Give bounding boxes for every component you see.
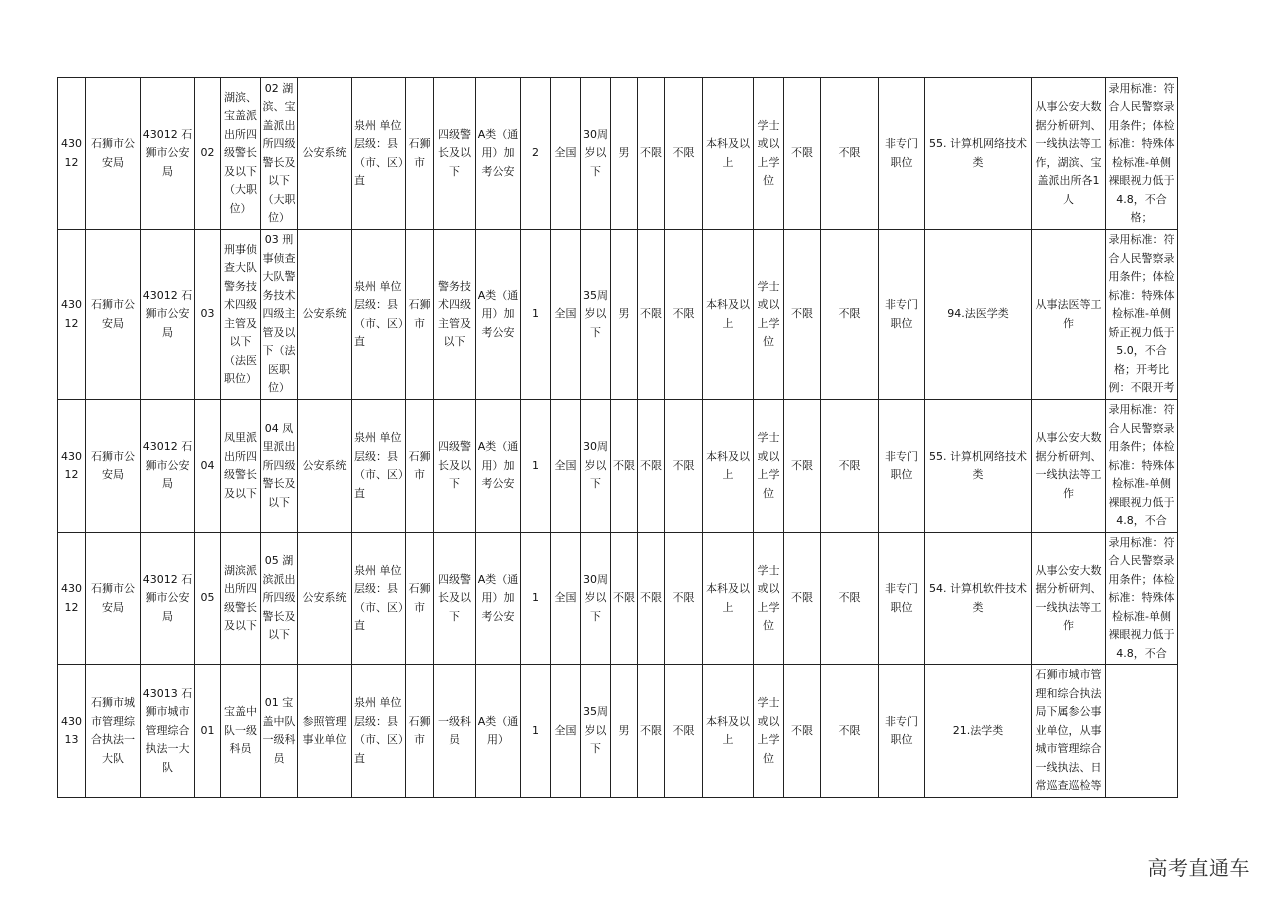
table-cell: 43012 石狮市公安局 xyxy=(141,533,195,665)
table-cell: 不限 xyxy=(638,665,665,798)
table-row xyxy=(58,230,1178,400)
table-cell: 不限 xyxy=(611,533,638,665)
table-cell: 43012 xyxy=(58,533,86,665)
table-cell: 35周岁以下 xyxy=(581,665,611,798)
table-cell: 石狮市公安局 xyxy=(86,230,141,400)
table-cell: 从事法医等工作 xyxy=(1032,230,1106,400)
table-cell: 公安系统 xyxy=(298,230,352,400)
table-cell: 55. 计算机网络技术类 xyxy=(925,400,1032,533)
table-cell: 30周岁以下 xyxy=(581,533,611,665)
table-cell: 非专门职位 xyxy=(879,78,925,230)
table-cell: 泉州 单位层级：县（市、区）直 xyxy=(352,400,406,533)
table-cell: 本科及以上 xyxy=(703,665,754,798)
table-cell: 石狮市公安局 xyxy=(86,533,141,665)
table-row xyxy=(58,533,1178,665)
table-cell: 不限 xyxy=(611,400,638,533)
watermark: 高考直通车 xyxy=(1147,856,1250,880)
table-cell: 录用标准：符合人民警察录用条件；体检标准：特殊体检标准-单侧裸眼视力低于4.8，不合 xyxy=(1106,533,1178,665)
table-cell: 录用标准：符合人民警察录用条件；体检标准：特殊体检标准-单侧裸眼视力低于4.8，不合格； xyxy=(1106,78,1178,230)
table-cell: 43012 xyxy=(58,78,86,230)
table-cell: A类（通用）加考公安 xyxy=(476,400,521,533)
table-cell: 石狮市城市管理和综合执法局下属参公事业单位，从事城市管理综合一线执法、日常巡查巡检等 xyxy=(1032,665,1106,798)
table-cell: 公安系统 xyxy=(298,400,352,533)
table-cell: 男 xyxy=(611,78,638,230)
table-cell: 94.法医学类 xyxy=(925,230,1032,400)
table-cell: 30周岁以下 xyxy=(581,400,611,533)
table-cell: 不限 xyxy=(638,230,665,400)
table-cell: 非专门职位 xyxy=(879,230,925,400)
table-cell: 全国 xyxy=(551,230,581,400)
table-cell: 01 宝盖中队一级科员 xyxy=(261,665,298,798)
table-cell: 05 湖滨派出所四级警长及以下 xyxy=(261,533,298,665)
table-cell: 不限 xyxy=(638,400,665,533)
table-cell: A类（通用）加考公安 xyxy=(476,230,521,400)
table-cell: 04 xyxy=(195,400,221,533)
table-cell: 湖滨、宝盖派出所四级警长及以下（大职位） xyxy=(221,78,261,230)
table-cell: 43012 xyxy=(58,230,86,400)
table-cell: 本科及以上 xyxy=(703,533,754,665)
table-cell: 从事公安大数据分析研判、一线执法等工作，湖滨、宝盖派出所各1人 xyxy=(1032,78,1106,230)
table-cell: 全国 xyxy=(551,400,581,533)
table-cell: 不限 xyxy=(665,400,703,533)
table-cell: 不限 xyxy=(784,78,821,230)
table-cell: 全国 xyxy=(551,665,581,798)
table-cell: 不限 xyxy=(821,230,879,400)
table-cell: 不限 xyxy=(665,78,703,230)
table-cell: 43012 石狮市公安局 xyxy=(141,78,195,230)
table-cell: 刑事侦查大队警务技术四级主管及以下（法医职位） xyxy=(221,230,261,400)
table-cell: 公安系统 xyxy=(298,533,352,665)
table-cell: 学士或以上学位 xyxy=(754,230,784,400)
table-cell: 从事公安大数据分析研判、一线执法等工作 xyxy=(1032,400,1106,533)
table-cell: 本科及以上 xyxy=(703,400,754,533)
table-cell: 男 xyxy=(611,665,638,798)
table-cell: 1 xyxy=(521,400,551,533)
table-cell: 全国 xyxy=(551,533,581,665)
table-cell: 不限 xyxy=(821,665,879,798)
table-cell: 1 xyxy=(521,665,551,798)
table-cell: 不限 xyxy=(638,533,665,665)
table-cell: 不限 xyxy=(665,230,703,400)
table-cell: 学士或以上学位 xyxy=(754,665,784,798)
table-row xyxy=(58,400,1178,533)
table-cell: 四级警长及以下 xyxy=(434,78,476,230)
table-cell: 泉州 单位层级：县（市、区）直 xyxy=(352,78,406,230)
table-cell: 不限 xyxy=(821,533,879,665)
table-cell: 01 xyxy=(195,665,221,798)
table-cell: 本科及以上 xyxy=(703,230,754,400)
table-cell: A类（通用） xyxy=(476,665,521,798)
table-cell: 一级科员 xyxy=(434,665,476,798)
table-cell: 43012 xyxy=(58,400,86,533)
table-cell: 43013 xyxy=(58,665,86,798)
table-cell: 1 xyxy=(521,230,551,400)
table-cell: 30周岁以下 xyxy=(581,78,611,230)
table-cell: 不限 xyxy=(784,533,821,665)
table-cell: 录用标准：符合人民警察录用条件；体检标准：特殊体检标准-单侧裸眼视力低于4.8，不合 xyxy=(1106,400,1178,533)
table-cell: 四级警长及以下 xyxy=(434,400,476,533)
table-cell: 石狮市城市管理综合执法一大队 xyxy=(86,665,141,798)
table-cell: 石狮市 xyxy=(406,78,434,230)
table-cell: 男 xyxy=(611,230,638,400)
table-cell: 泉州 单位层级：县（市、区）直 xyxy=(352,533,406,665)
table-cell: 03 刑事侦查大队警务技术四级主管及以下（法医职位） xyxy=(261,230,298,400)
table-cell: 不限 xyxy=(638,78,665,230)
table-cell: 54. 计算机软件技术类 xyxy=(925,533,1032,665)
table-cell: 石狮市 xyxy=(406,533,434,665)
table-cell: A类（通用）加考公安 xyxy=(476,78,521,230)
table-cell: 03 xyxy=(195,230,221,400)
table-cell: 2 xyxy=(521,78,551,230)
table-cell: 石狮市 xyxy=(406,230,434,400)
table-cell: 公安系统 xyxy=(298,78,352,230)
table-cell: 02 湖滨、宝盖派出所四级警长及以下（大职位） xyxy=(261,78,298,230)
table-cell: 本科及以上 xyxy=(703,78,754,230)
table-cell: 石狮市公安局 xyxy=(86,400,141,533)
table-cell: 43013 石狮市城市管理综合执法一大队 xyxy=(141,665,195,798)
table-cell: 05 xyxy=(195,533,221,665)
table-cell: 43012 石狮市公安局 xyxy=(141,400,195,533)
table-cell: 不限 xyxy=(784,665,821,798)
table-cell: 泉州 单位层级：县（市、区）直 xyxy=(352,230,406,400)
table-cell: 不限 xyxy=(784,230,821,400)
table-cell: 学士或以上学位 xyxy=(754,533,784,665)
table-cell: 石狮市公安局 xyxy=(86,78,141,230)
table-cell: 不限 xyxy=(784,400,821,533)
table-cell: 非专门职位 xyxy=(879,533,925,665)
table-cell: 不限 xyxy=(665,665,703,798)
table-cell: 1 xyxy=(521,533,551,665)
table-cell: 不限 xyxy=(665,533,703,665)
table-cell: 泉州 单位层级：县（市、区）直 xyxy=(352,665,406,798)
table-cell: 从事公安大数据分析研判、一线执法等工作 xyxy=(1032,533,1106,665)
table-cell: 02 xyxy=(195,78,221,230)
table-cell: 55. 计算机网络技术类 xyxy=(925,78,1032,230)
table-cell: 04 凤里派出所四级警长及以下 xyxy=(261,400,298,533)
table-cell: 不限 xyxy=(821,78,879,230)
table-row xyxy=(58,78,1178,230)
table-cell: 学士或以上学位 xyxy=(754,400,784,533)
table-cell: 35周岁以下 xyxy=(581,230,611,400)
table-cell: 四级警长及以下 xyxy=(434,533,476,665)
table-cell: 21.法学类 xyxy=(925,665,1032,798)
table-row xyxy=(58,665,1178,798)
table-cell: 43012 石狮市公安局 xyxy=(141,230,195,400)
recruitment-table xyxy=(57,77,1178,798)
table-body xyxy=(58,78,1178,798)
table-cell: 录用标准：符合人民警察录用条件；体检标准：特殊体检标准-单侧矫正视力低于5.0，不合格；开考比例：不限开考 xyxy=(1106,230,1178,400)
table-cell: 宝盖中队一级科员 xyxy=(221,665,261,798)
table-cell: 学士或以上学位 xyxy=(754,78,784,230)
table-cell: 湖滨派出所四级警长及以下 xyxy=(221,533,261,665)
table-cell: 石狮市 xyxy=(406,665,434,798)
table-cell: 非专门职位 xyxy=(879,665,925,798)
table-cell: 非专门职位 xyxy=(879,400,925,533)
table-cell: 石狮市 xyxy=(406,400,434,533)
table-cell xyxy=(1106,665,1178,798)
table-cell: 警务技术四级主管及以下 xyxy=(434,230,476,400)
table-cell: 凤里派出所四级警长及以下 xyxy=(221,400,261,533)
table-cell: 不限 xyxy=(821,400,879,533)
table-cell: 全国 xyxy=(551,78,581,230)
table-cell: 参照管理事业单位 xyxy=(298,665,352,798)
table-cell: A类（通用）加考公安 xyxy=(476,533,521,665)
